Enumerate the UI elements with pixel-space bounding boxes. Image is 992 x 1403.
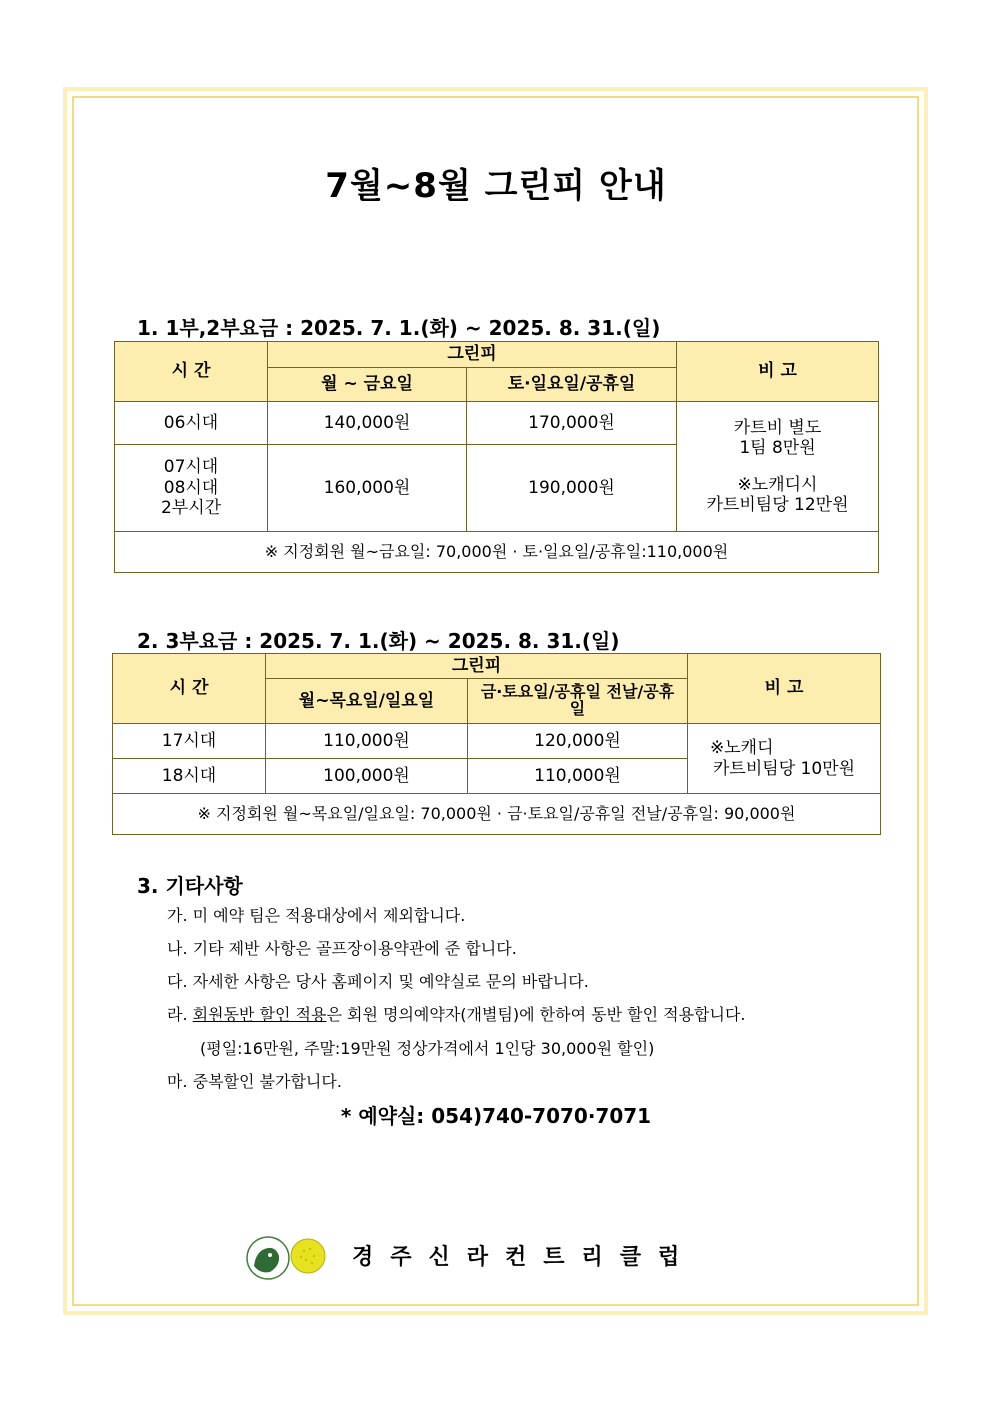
col-weekend-header: 금·토요일/공휴일 전날/공휴일 — [468, 679, 688, 724]
remark-line: 1팀 8만원 — [739, 438, 816, 459]
remark-line: 카트비팀당 10만원 — [713, 758, 855, 779]
time-cell: 17시대 — [113, 724, 266, 759]
remark-line: ※노캐디시 — [737, 474, 818, 495]
club-logo — [246, 1232, 330, 1284]
col-time-header: 시 간 — [113, 654, 266, 724]
col-weekday-header: 월~목요일/일요일 — [266, 679, 468, 724]
remark-spacer — [677, 459, 878, 475]
list-item-prefix: 라. — [167, 1005, 193, 1024]
weekend-fee-cell: 190,000원 — [467, 445, 677, 532]
col-weekday-header: 월 ~ 금요일 — [268, 368, 467, 402]
col-greenfee-header: 그린피 — [268, 342, 677, 368]
club-name: 경주신라컨트리클럽 — [352, 1245, 697, 1270]
time-cell — [115, 445, 268, 532]
col-remark-header: 비 고 — [688, 654, 881, 724]
member-note: ※ 지정회원 월~목요일/일요일: 70,000원 · 금·토요일/공휴일 전날/공휴일: 90,000원 — [113, 794, 881, 835]
member-note: ※ 지정회원 월~금요일: 70,000원 · 토·일요일/공휴일:110,000원 — [115, 532, 879, 573]
weekend-fee-cell: 170,000원 — [467, 402, 677, 445]
weekday-fee-cell: 160,000원 — [268, 445, 467, 532]
col-time-header: 시 간 — [115, 342, 268, 402]
table-row — [113, 724, 881, 759]
weekday-fee-cell: 110,000원 — [266, 724, 468, 759]
section1-heading: 1. 1부,2부요금 : 2025. 7. 1.(화) ~ 2025. 8. 31.(일) — [137, 316, 661, 340]
remark-line: ※노캐디 — [710, 738, 774, 759]
page-title: 7월~8월 그린피 안내 — [325, 166, 667, 206]
time-cell: 06시대 — [115, 402, 268, 445]
weekend-fee-cell: 110,000원 — [468, 759, 688, 794]
time-line: 2부시간 — [160, 498, 222, 519]
section2-heading: 2. 3부요금 : 2025. 7. 1.(화) ~ 2025. 8. 31.(일) — [137, 629, 620, 653]
time-line: 08시대 — [163, 477, 219, 498]
discount-detail: (평일:16만원, 주말:19만원 정상가격에서 1인당 30,000원 할인) — [200, 1039, 655, 1058]
remark-cell — [688, 724, 881, 794]
remark-cell — [677, 402, 879, 532]
section3-heading: 3. 기타사항 — [137, 874, 243, 898]
list-item: 가. 미 예약 팀은 적용대상에서 제외합니다. — [167, 906, 466, 925]
col-remark-header: 비 고 — [677, 342, 879, 402]
section2-fee-table — [112, 653, 881, 835]
col-weekend-header: 토·일요일/공휴일 — [467, 368, 677, 402]
remark-line: 카트비 별도 — [733, 417, 822, 438]
list-item-rest: 은 회원 명의예약자(개별팀)에 한하여 동반 할인 적용합니다. — [326, 1005, 746, 1024]
col-greenfee-header: 그린피 — [266, 654, 688, 679]
weekday-fee-cell: 140,000원 — [268, 402, 467, 445]
list-item — [167, 1002, 746, 1025]
time-line: 07시대 — [163, 457, 219, 478]
remark-line: 카트비팀당 12만원 — [706, 494, 849, 515]
reservation-phone: * 예약실: 054)740-7070·7071 — [340, 1104, 652, 1128]
table-row — [115, 402, 879, 445]
list-item: 마. 중복할인 불가합니다. — [167, 1072, 342, 1091]
section1-fee-table — [114, 341, 879, 573]
weekend-fee-cell: 120,000원 — [468, 724, 688, 759]
list-item: 나. 기타 제반 사항은 골프장이용약관에 준 합니다. — [167, 939, 517, 958]
list-item: 다. 자세한 사항은 당사 홈페이지 및 예약실로 문의 바랍니다. — [167, 972, 589, 991]
weekday-fee-cell: 100,000원 — [266, 759, 468, 794]
time-cell: 18시대 — [113, 759, 266, 794]
member-discount-text: 회원동반 할인 적용 — [192, 1005, 327, 1024]
